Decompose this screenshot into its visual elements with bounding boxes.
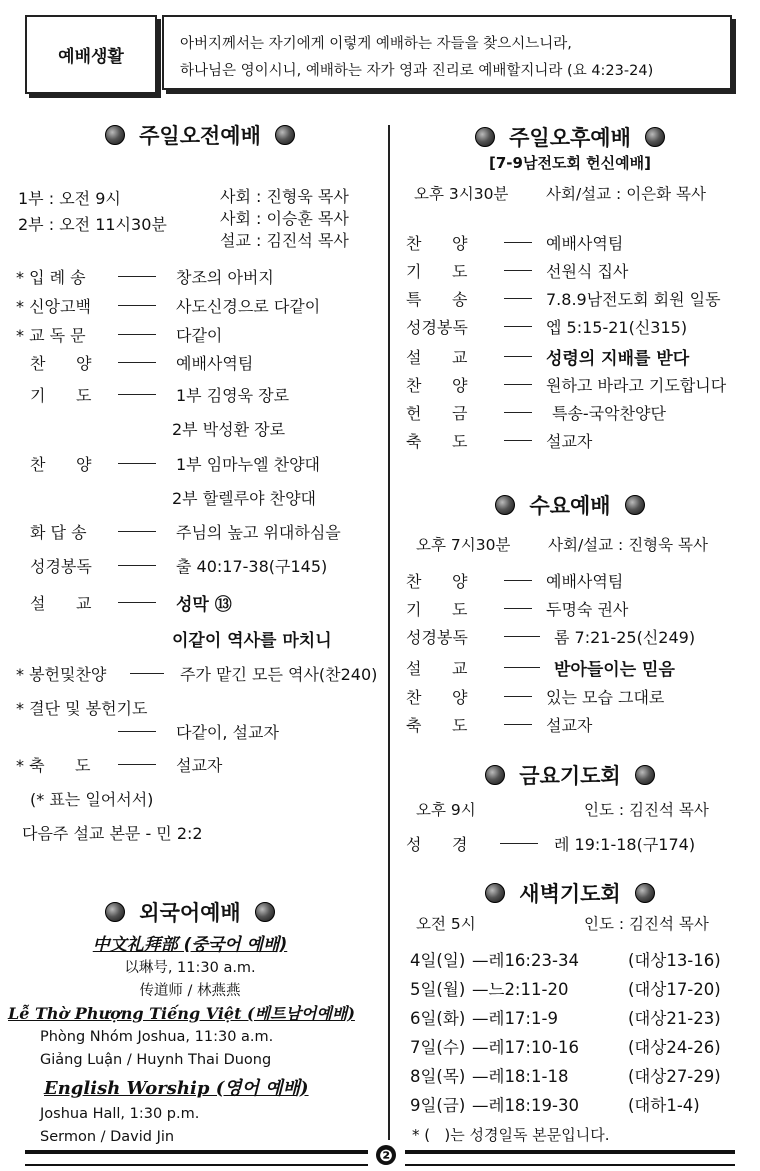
morning-item: 다같이, 설교자 — [112, 719, 279, 743]
bullet-dot-icon — [635, 765, 655, 785]
foreign-title — [20, 897, 360, 927]
friday-time: 오후 9시 — [416, 801, 476, 819]
dawn-note: * ( )는 성경일독 본문입니다. — [412, 1125, 610, 1144]
verse-box — [162, 15, 732, 90]
foreign-title-text: 외국어예배 — [139, 901, 241, 925]
afternoon-item: 찬 양 예배사역팀 — [406, 233, 624, 253]
friday-leader: 인도 : 김진석 목사 — [584, 801, 709, 819]
column-divider — [388, 125, 390, 1140]
bullet-dot-icon — [485, 883, 505, 903]
verse-line-2: 하나님은 영이시니, 예배하는 자가 영과 진리로 예배할지니라 (요 4:23-24) — [180, 63, 654, 79]
morning-item: 화 답 송 주님의 높고 위대하심을 — [30, 522, 341, 542]
afternoon-item: 축 도 설교자 — [406, 431, 593, 451]
dawn-reading: 5일(월) —느2:11-20 (대상17-20) — [410, 980, 721, 999]
friday-title — [400, 760, 740, 790]
morning-item: 기 도 1부 김영욱 장로 — [30, 385, 290, 405]
section-label: 예배생활 — [58, 47, 124, 67]
wednesday-time: 오후 7시30분 — [416, 536, 511, 554]
sermon-title: 이같이 역사를 마치니 — [172, 630, 332, 651]
english-place: Joshua Hall, 1:30 p.m. — [40, 1106, 200, 1122]
afternoon-item: 기 도 선원식 집사 — [406, 261, 629, 281]
service-1-time: 1부 : 오전 9시 — [18, 189, 121, 208]
wednesday-leader: 사회/설교 : 진형욱 목사 — [548, 536, 708, 554]
afternoon-leader: 사회/설교 : 이은화 목사 — [546, 185, 706, 203]
leader-2: 사회 : 이승훈 목사 — [220, 209, 349, 228]
dawn-reading: 9일(금) —레18:19-30 (대하1-4) — [410, 1096, 700, 1115]
morning-leaders — [220, 186, 349, 252]
afternoon-item: 찬 양 원하고 바라고 기도합니다 — [406, 375, 727, 395]
afternoon-item: 설 교 성령의 지배를 받다 — [406, 347, 690, 369]
morning-item: 설 교 성막 ⑬ — [30, 593, 232, 615]
chinese-title: 中文礼拜部 (중국어 예배) — [92, 935, 288, 955]
service-2-time: 2부 : 오전 11시30분 — [18, 215, 167, 234]
morning-item: 2부 할렐루야 찬양대 — [172, 488, 316, 508]
friday-bible: 성 경 레 19:1-18(구174) — [406, 834, 696, 854]
wednesday-item: 찬 양 있는 모습 그대로 — [406, 687, 665, 707]
morning-item: * 입 례 송 창조의 아버지 — [16, 267, 274, 287]
wednesday-title — [400, 490, 740, 520]
morning-item: 2부 박성환 장로 — [172, 419, 286, 439]
afternoon-subtitle: [7-9남전도회 헌신예배] — [489, 154, 651, 172]
bullet-dot-icon — [495, 495, 515, 515]
afternoon-title — [400, 122, 740, 152]
section-label-box — [25, 15, 157, 94]
chinese-pastor: 传道师 / 林燕燕 — [139, 983, 241, 999]
morning-title — [30, 120, 370, 150]
bullet-dot-icon — [635, 883, 655, 903]
vietnamese-pastor: Giảng Luận / Huynh Thai Duong — [40, 1052, 272, 1068]
wednesday-item: 축 도 설교자 — [406, 715, 593, 735]
afternoon-item: 헌 금 특송-국악찬양단 — [406, 403, 666, 423]
dawn-reading: 7일(수) —레17:10-16 (대상24-26) — [410, 1038, 721, 1057]
preacher: 설교 : 김진석 목사 — [220, 231, 349, 250]
bullet-dot-icon — [105, 125, 125, 145]
bullet-dot-icon — [485, 765, 505, 785]
next-sermon: 다음주 설교 본문 - 민 2:2 — [22, 823, 203, 843]
bullet-dot-icon — [255, 902, 275, 922]
chinese-place: 以琳号, 11:30 a.m. — [124, 960, 256, 976]
dawn-leader: 인도 : 김진석 목사 — [584, 915, 709, 933]
dawn-title — [400, 878, 740, 908]
afternoon-time: 오후 3시30분 — [414, 185, 509, 203]
vietnamese-place: Phòng Nhóm Joshua, 11:30 a.m. — [40, 1029, 274, 1045]
english-pastor: Sermon / David Jin — [40, 1129, 175, 1145]
wednesday-item: 찬 양 예배사역팀 — [406, 571, 624, 591]
morning-title-text: 주일오전예배 — [139, 124, 261, 148]
wednesday-item: 설 교 받아들이는 믿음 — [406, 658, 675, 680]
standing-note: (* 표는 일어서서) — [30, 789, 154, 809]
footer-rule-right — [405, 1150, 735, 1166]
dawn-time: 오전 5시 — [416, 915, 476, 933]
dawn-reading: 8일(목) —레18:1-18 (대상27-29) — [410, 1067, 721, 1086]
friday-title-text: 금요기도회 — [519, 764, 621, 788]
english-title: English Worship (영어 예배) — [44, 1078, 309, 1099]
dawn-reading: 6일(화) —레17:1-9 (대상21-23) — [410, 1009, 721, 1028]
dawn-title-text: 새벽기도회 — [519, 882, 621, 906]
morning-item: 찬 양 1부 임마누엘 찬양대 — [30, 454, 320, 474]
morning-item: * 봉헌및찬양 주가 맡긴 모든 역사(찬240) — [16, 664, 378, 684]
footer-rule-left — [25, 1150, 368, 1166]
bullet-dot-icon — [105, 902, 125, 922]
morning-service-times — [18, 186, 167, 238]
afternoon-title-text: 주일오후예배 — [509, 126, 631, 150]
bullet-dot-icon — [645, 127, 665, 147]
morning-item: 찬 양 예배사역팀 — [30, 353, 254, 373]
morning-item: * 신앙고백 사도신경으로 다같이 — [16, 296, 321, 316]
vietnamese-title: Lễ Thờ Phượng Tiếng Việt (베트남어예배) — [8, 1004, 355, 1023]
morning-item: * 축 도 설교자 — [16, 755, 223, 775]
afternoon-item: 특 송 7.8.9남전도회 회원 일동 — [406, 289, 721, 309]
morning-item: * 교 독 문 다같이 — [16, 325, 223, 345]
morning-item: * 결단 및 봉헌기도 — [16, 698, 148, 718]
bullet-dot-icon — [475, 127, 495, 147]
bullet-dot-icon — [275, 125, 295, 145]
verse-line-1: 아버지께서는 자기에게 이렇게 예배하는 자들을 찾으시느니라, — [180, 36, 572, 52]
wednesday-title-text: 수요예배 — [529, 494, 611, 518]
afternoon-item: 성경봉독 엡 5:15-21(신315) — [406, 317, 688, 337]
wednesday-item: 성경봉독 롬 7:21-25(신249) — [406, 627, 696, 647]
dawn-reading: 4일(일) —레16:23-34 (대상13-16) — [410, 951, 721, 970]
morning-item: 성경봉독 출 40:17-38(구145) — [30, 556, 328, 576]
page-number: ❷ — [376, 1145, 396, 1165]
leader-1: 사회 : 진형욱 목사 — [220, 187, 349, 206]
bullet-dot-icon — [625, 495, 645, 515]
wednesday-item: 기 도 두명숙 권사 — [406, 599, 629, 619]
